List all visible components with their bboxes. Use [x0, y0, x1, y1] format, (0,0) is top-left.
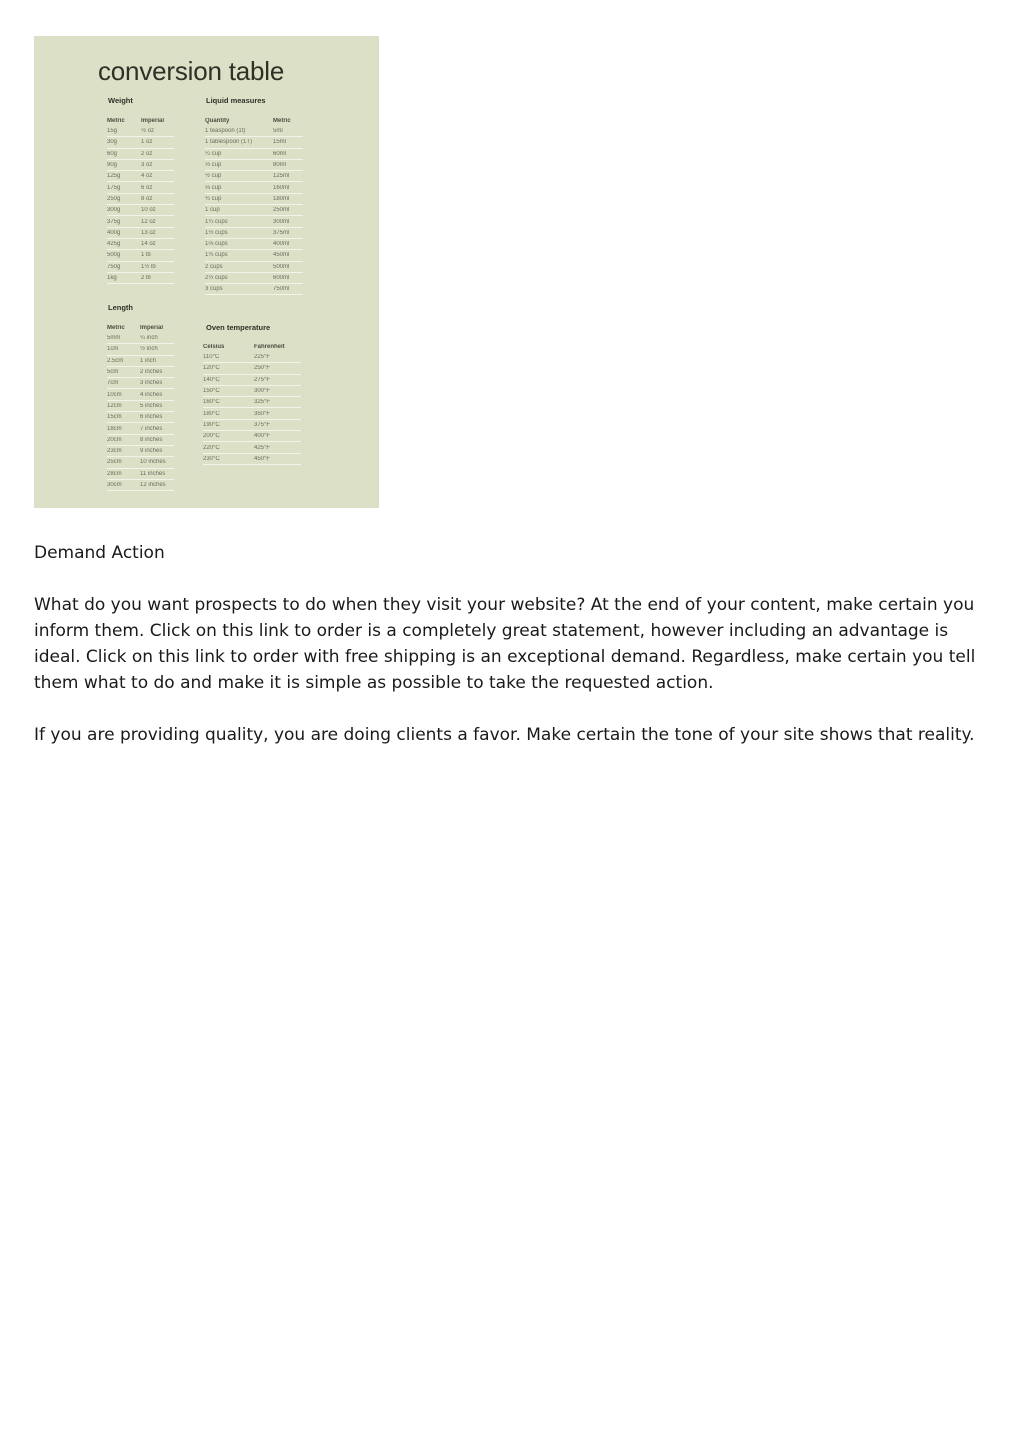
weight-table-cell: 250g — [107, 195, 121, 202]
oven-table-cell: 425°F — [254, 444, 271, 451]
liquid-column-header: Metric — [273, 118, 291, 124]
weight-table-row — [107, 239, 174, 250]
liquid-table-cell: 1 tablespoon (1T) — [205, 139, 253, 146]
length-table-cell: 10 inches — [140, 459, 166, 466]
length-table-row — [107, 401, 174, 412]
oven-table-cell: 275°F — [254, 376, 271, 383]
length-table — [107, 323, 174, 491]
weight-table-cell: 300g — [107, 207, 121, 214]
length-table-cell: 18cm — [107, 425, 122, 432]
liquid-table-cell: 375ml — [273, 229, 290, 236]
weight-table-cell: 1 lb — [141, 252, 151, 259]
length-table-cell: 2.5cm — [107, 357, 124, 364]
length-table-row — [107, 389, 174, 400]
length-table-row — [107, 457, 174, 468]
liquid-table-cell: 250ml — [273, 207, 290, 214]
oven-table-cell: 450°F — [254, 455, 271, 462]
weight-table-cell: 2 lb — [141, 275, 151, 281]
oven-table-cell: 190°C — [203, 421, 220, 428]
oven-table-row — [203, 363, 301, 374]
oven-temperature-heading: Oven temperature — [206, 323, 271, 332]
section-heading: Demand Action — [34, 543, 165, 563]
weight-table-row — [107, 126, 174, 137]
length-table-header — [107, 323, 174, 333]
oven-table-row — [203, 454, 301, 465]
length-table-cell: 5 inches — [140, 402, 163, 409]
weight-table-row — [107, 262, 174, 273]
weight-table-row — [107, 205, 174, 216]
liquid-table-row — [205, 205, 303, 216]
weight-table-row — [107, 149, 174, 160]
oven-table-cell: 200°C — [203, 433, 220, 440]
weight-table-row — [107, 137, 174, 148]
length-table-cell: 5cm — [107, 369, 119, 376]
weight-table-cell: 8 oz — [141, 195, 153, 202]
length-table-cell: 11 inches — [140, 470, 166, 477]
oven-table-cell: 110°C — [203, 354, 220, 361]
length-table-cell: 4 inches — [140, 391, 163, 398]
liquid-table-cell: ⅓ cup — [205, 162, 222, 169]
weight-table-cell: 1 oz — [141, 139, 153, 146]
weight-table-row — [107, 216, 174, 227]
liquid-table-cell: 60ml — [273, 150, 287, 157]
weight-table-cell: 14 oz — [141, 241, 156, 248]
weight-table-cell: 13 oz — [141, 229, 156, 236]
length-table-cell: 2 inches — [140, 369, 163, 376]
length-table-cell: 7cm — [107, 380, 119, 387]
weight-table-row — [107, 182, 174, 193]
liquid-table-row — [205, 273, 303, 284]
weight-table-header — [107, 116, 174, 126]
oven-table-row — [203, 431, 301, 442]
liquid-table-cell: 1½ cups — [205, 229, 228, 236]
liquid-table-row — [205, 284, 303, 295]
length-table-cell: 12cm — [107, 402, 122, 409]
liquid-column-header: Quantity — [205, 118, 230, 124]
oven-table-cell: 300°F — [254, 388, 271, 395]
oven-table-cell: 230°C — [203, 455, 220, 462]
liquid-table-cell: 500ml — [273, 263, 290, 270]
length-table-cell: 3 inches — [140, 380, 163, 387]
length-column-header: Metric — [107, 325, 125, 331]
length-heading: Length — [108, 303, 133, 312]
weight-table-cell: 425g — [107, 241, 121, 248]
weight-heading: Weight — [108, 96, 133, 105]
liquid-table-cell: 400ml — [273, 241, 290, 248]
liquid-table-header — [205, 116, 303, 126]
liquid-table-cell: 15ml — [273, 139, 287, 146]
oven-table-cell: 325°F — [254, 399, 271, 406]
oven-table-cell: 220°C — [203, 444, 220, 451]
oven-table-row — [203, 442, 301, 453]
weight-table-cell: 10 oz — [141, 207, 156, 214]
liquid-table-row — [205, 239, 303, 250]
length-table-cell: 1cm — [107, 346, 119, 353]
liquid-measures-table — [205, 116, 303, 295]
liquid-measures-heading: Liquid measures — [206, 96, 266, 105]
oven-table-cell: 150°C — [203, 388, 220, 395]
weight-table-cell: 90g — [107, 162, 118, 169]
liquid-table-cell: 1 cup — [205, 207, 220, 214]
weight-column-header: Imperial — [141, 118, 165, 124]
length-table-cell: 23cm — [107, 448, 122, 455]
weight-table-row — [107, 171, 174, 182]
length-table-cell: 28cm — [107, 470, 122, 477]
length-table-row — [107, 344, 174, 355]
length-table-cell: 1 inch — [140, 357, 157, 364]
liquid-table-row — [205, 262, 303, 273]
weight-table-row — [107, 160, 174, 171]
liquid-table-cell: 750ml — [273, 286, 290, 293]
weight-table-cell: 400g — [107, 229, 121, 236]
length-table-cell: 6 inches — [140, 414, 163, 421]
length-table-cell: 10cm — [107, 391, 122, 398]
oven-table-row — [203, 408, 301, 419]
liquid-table-row — [205, 126, 303, 137]
liquid-table-cell: ¾ cup — [205, 195, 222, 202]
oven-table-header — [203, 342, 301, 352]
weight-table-row — [107, 250, 174, 261]
liquid-table-row — [205, 171, 303, 182]
oven-table-cell: 160°C — [203, 399, 220, 406]
length-table-row — [107, 423, 174, 434]
length-table-row — [107, 446, 174, 457]
article-paragraph-1: What do you want prospects to do when they visit your website? At the end of your content, make certain you inform them. Click on this link to order is a completely great statement, however including an advantage is ideal. Click on this link to order with free shipping is an exceptional demand. Regardless, make certain you tell them what to do and make it is simple as possible to take the requested action. — [34, 595, 976, 693]
oven-table-cell: 400°F — [254, 433, 271, 440]
length-table-row — [107, 412, 174, 423]
liquid-table-row — [205, 250, 303, 261]
oven-table-row — [203, 420, 301, 431]
conversion-table-image — [34, 36, 379, 508]
oven-temperature-table — [203, 342, 301, 465]
length-table-row — [107, 356, 174, 367]
article-paragraph-2: If you are providing quality, you are doing clients a favor. Make certain the tone of your site shows that reality. — [34, 725, 975, 745]
weight-table-cell: 175g — [107, 184, 121, 191]
weight-table-cell: 12 oz — [141, 218, 156, 225]
liquid-table-cell: 2½ cups — [205, 275, 228, 281]
oven-table-cell: 180°C — [203, 410, 220, 417]
length-table-cell: ¼ inch — [140, 335, 158, 342]
length-table-cell: 8 inches — [140, 436, 163, 443]
oven-table-cell: 225°F — [254, 354, 271, 361]
liquid-table-cell: 3 cups — [205, 286, 223, 293]
liquid-table-cell: 300ml — [273, 218, 290, 225]
liquid-table-cell: 1⅔ cups — [205, 241, 228, 248]
liquid-table-row — [205, 194, 303, 205]
liquid-table-row — [205, 149, 303, 160]
oven-table-cell: 140°C — [203, 376, 220, 383]
oven-table-cell: 350°F — [254, 410, 271, 417]
weight-table — [107, 116, 174, 284]
weight-table-cell: 1½ lb — [141, 263, 156, 270]
weight-table-row — [107, 228, 174, 239]
oven-table-row — [203, 397, 301, 408]
liquid-table-cell: 2 cups — [205, 263, 223, 270]
liquid-table-row — [205, 216, 303, 227]
length-table-cell: 15cm — [107, 414, 122, 421]
length-table-cell: 5mm — [107, 335, 121, 342]
oven-table-cell: 120°C — [203, 365, 220, 372]
weight-table-cell: 2 oz — [141, 150, 153, 157]
weight-table-cell: 750g — [107, 263, 121, 270]
length-table-row — [107, 367, 174, 378]
weight-column-header: Metric — [107, 118, 125, 124]
weight-table-cell: 30g — [107, 139, 118, 146]
weight-table-cell: 60g — [107, 150, 118, 157]
liquid-table-row — [205, 182, 303, 193]
length-table-cell: 12 inches — [140, 482, 166, 488]
oven-column-header: Fahrenheit — [254, 344, 285, 350]
oven-table-row — [203, 386, 301, 397]
length-table-cell: 7 inches — [140, 425, 163, 432]
weight-table-cell: ½ oz — [141, 128, 155, 135]
weight-table-cell: 500g — [107, 252, 121, 259]
length-table-cell: 9 inches — [140, 448, 163, 455]
weight-table-row — [107, 273, 174, 284]
length-table-cell: 20cm — [107, 436, 122, 443]
weight-table-cell: 1kg — [107, 275, 117, 281]
length-table-row — [107, 480, 174, 491]
weight-table-cell: 375g — [107, 218, 121, 225]
liquid-table-cell: 600ml — [273, 275, 290, 281]
length-column-header: Imperial — [140, 325, 164, 331]
oven-table-row — [203, 375, 301, 386]
article-body — [34, 540, 984, 774]
weight-table-cell: 6 oz — [141, 184, 153, 191]
length-table-cell: 30cm — [107, 482, 122, 488]
liquid-table-row — [205, 137, 303, 148]
oven-table-cell: 250°F — [254, 365, 271, 372]
length-table-row — [107, 469, 174, 480]
liquid-table-cell: 5ml — [273, 128, 283, 135]
weight-table-row — [107, 194, 174, 205]
liquid-table-cell: 160ml — [273, 184, 290, 191]
length-table-row — [107, 333, 174, 344]
oven-table-cell: 375°F — [254, 421, 271, 428]
oven-table-row — [203, 352, 301, 363]
length-table-row — [107, 378, 174, 389]
liquid-table-cell: 450ml — [273, 252, 290, 259]
conversion-table-title: conversion table — [98, 56, 285, 86]
weight-table-cell: 4 oz — [141, 173, 153, 180]
oven-column-header: Celsius — [203, 344, 225, 350]
length-table-cell: 25cm — [107, 459, 122, 466]
liquid-table-row — [205, 160, 303, 171]
liquid-table-cell: ½ cup — [205, 173, 222, 180]
liquid-table-cell: 180ml — [273, 195, 290, 202]
length-table-cell: ½ inch — [140, 346, 158, 353]
weight-table-cell: 15g — [107, 128, 118, 135]
length-table-row — [107, 435, 174, 446]
liquid-table-cell: ¼ cup — [205, 150, 222, 157]
liquid-table-cell: 1 teaspoon (1t) — [205, 128, 246, 135]
liquid-table-cell: 125ml — [273, 173, 290, 180]
weight-table-cell: 125g — [107, 173, 121, 180]
liquid-table-cell: ⅔ cup — [205, 184, 222, 191]
liquid-table-row — [205, 228, 303, 239]
weight-table-cell: 3 oz — [141, 162, 153, 169]
liquid-table-cell: 1¾ cups — [205, 252, 228, 259]
liquid-table-cell: 1¼ cups — [205, 218, 228, 225]
liquid-table-cell: 80ml — [273, 162, 287, 169]
